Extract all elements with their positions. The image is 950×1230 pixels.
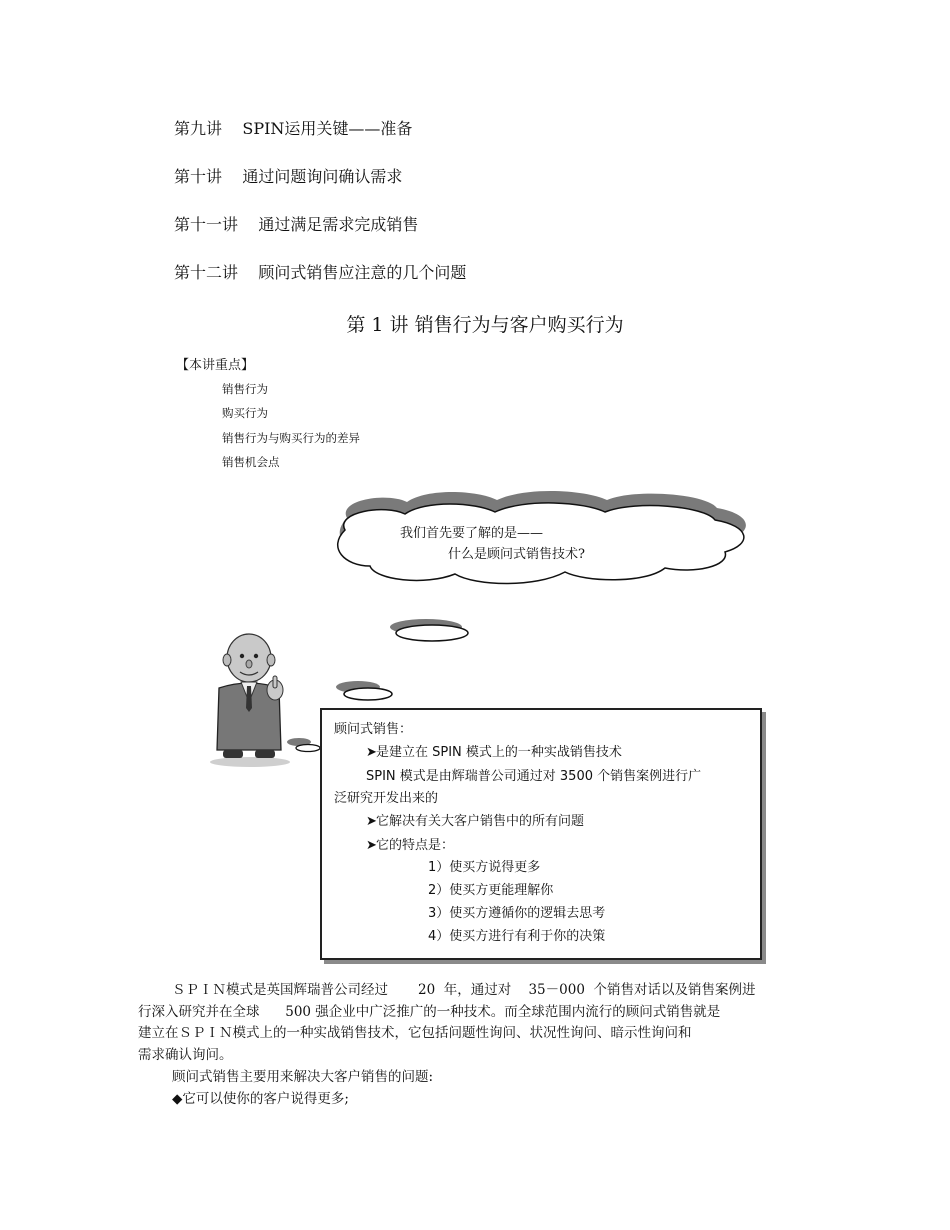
thought-bubble-medium — [334, 680, 396, 702]
box-feature: 1）使买方说得更多 — [428, 860, 541, 875]
businessman-illustration — [205, 632, 295, 768]
box-feature: 3）使买方遵循你的逻辑去思考 — [428, 906, 606, 921]
focus-heading: 【本讲重点】 — [176, 358, 255, 373]
body-line: 行深入研究并在全球 500 强企业中广泛推广的一种技术。而全球范围内流行的顾问式销售就是 — [138, 1004, 721, 1020]
cloud-line-1: 我们首先要了解的是—— — [400, 526, 544, 541]
box-feature: 4）使买方进行有利于你的决策 — [428, 929, 606, 944]
box-feature: 2）使买方更能理解你 — [428, 883, 554, 898]
toc-item-10: 第十讲 通过问题询问确认需求 — [174, 167, 403, 186]
box-desc: SPIN 模式是由辉瑞普公司通过对 3500 个销售案例进行广 — [366, 769, 702, 784]
box-point: ➤它的特点是： — [366, 838, 455, 853]
cloud-line-2: 什么是顾问式销售技术? — [448, 547, 585, 562]
arrow-icon: ➤ — [366, 745, 377, 760]
thought-bubble-large — [388, 618, 474, 644]
arrow-icon: ➤ — [366, 814, 377, 829]
toc-item-9: 第九讲 SPIN运用关键——准备 — [174, 119, 413, 138]
box-point: ➤它解决有关大客户销售中的所有问题 — [366, 814, 585, 829]
toc-item-11: 第十一讲 通过满足需求完成销售 — [174, 215, 419, 234]
box-point: ➤是建立在 SPIN 模式上的一种实战销售技术 — [366, 745, 622, 760]
box-desc: 泛研究开发出来的 — [334, 791, 439, 806]
toc-item-12: 第十二讲 顾问式销售应注意的几个问题 — [174, 263, 467, 282]
body-line: 需求确认询问。 — [138, 1047, 233, 1063]
body-line: ◆它可以使你的客户说得更多; — [172, 1091, 349, 1107]
focus-item: 购买行为 — [222, 406, 268, 420]
focus-item: 销售行为 — [222, 382, 268, 396]
body-line: ＳＰＩＮ模式是英国辉瑞普公司经过 20 年，通过对 35－000 个销售对话以及销售案例进 — [172, 982, 756, 998]
lecture-title: 第 1 讲 销售行为与客户购买行为 — [346, 314, 624, 336]
body-line: 顾问式销售主要用来解决大客户销售的问题: — [172, 1069, 434, 1085]
focus-item: 销售行为与购买行为的差异 — [222, 431, 360, 445]
box-title: 顾问式销售： — [334, 722, 413, 737]
spin-info-box — [320, 708, 762, 960]
body-line: 建立在ＳＰＩＮ模式上的一种实战销售技术，它包括问题性询问、状况性询问、暗示性询问和 — [138, 1025, 692, 1041]
arrow-icon: ➤ — [366, 838, 377, 853]
focus-item: 销售机会点 — [222, 455, 280, 469]
